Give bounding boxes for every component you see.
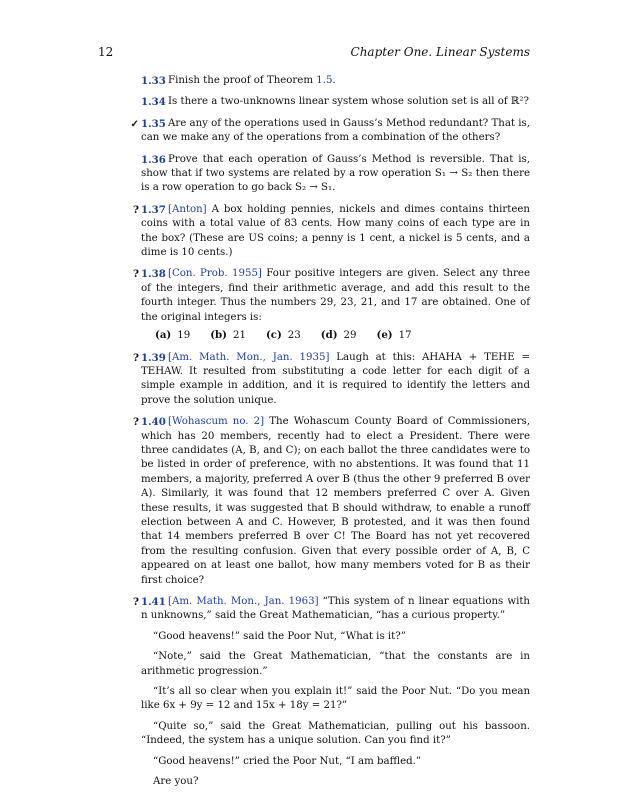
problem-1-34 bbox=[98, 95, 530, 109]
checkmark-icon: ✓ bbox=[130, 117, 139, 130]
choice-item: (a) 19 bbox=[155, 329, 191, 342]
problem-list bbox=[98, 74, 530, 796]
source-link[interactable]: [Con. Prob. 1955] bbox=[168, 268, 262, 280]
dialogue-paragraph: Are you? bbox=[153, 776, 199, 788]
choice-item: (d) 29 bbox=[320, 329, 357, 342]
problem-1-40 bbox=[98, 415, 530, 588]
problem-text: A box holding pennies, nickels and dimes contains thirteen coins with a total value of 83 cents. How many coins of each type are in the box? (These are US coins; a penny is 1 cent, a nickel is 5 cents, and a dime is 10 cents.) bbox=[141, 203, 530, 259]
dialogue-paragraph: “It’s all so clear when you explain it!” said the Poor Nut. “Do you mean like 6x + 9y = 12 and 15x + 18y = 21?” bbox=[141, 686, 530, 712]
choice-item: (b) 21 bbox=[210, 329, 246, 342]
problem-1-35 bbox=[98, 117, 530, 146]
problem-1-36 bbox=[98, 153, 530, 196]
problem-1-37 bbox=[98, 203, 530, 261]
problem-number: 1.41 bbox=[141, 596, 166, 608]
dialogue-paragraph: “Good heavens!” cried the Poor Nut, “I am baffled.” bbox=[153, 755, 422, 767]
problem-number: 1.39 bbox=[141, 351, 166, 364]
choice-item: (e) 17 bbox=[376, 329, 412, 342]
source-link[interactable]: [Am. Math. Mon., Jan. 1935] bbox=[168, 351, 330, 363]
source-link[interactable]: [Am. Math. Mon., Jan. 1963] bbox=[168, 596, 319, 607]
problem-number: 1.36 bbox=[141, 153, 166, 166]
problem-text: Laugh at this: AHAHA + TEHE = TEHAW. It resulted from substituting a code letter for each digit of a simple example in addition, and it is required to identify the letters and prove the solution unique. bbox=[141, 351, 531, 406]
problem-1-41 bbox=[98, 595, 530, 789]
problem-text: Four positive integers are given. Select any three of the integers, find their arithmetic average, and add this result to the fourth integer. Thus the numbers 29, 23, 21, and 17 are obtained. One of the original integers is: bbox=[141, 268, 530, 323]
problem-number: 1.37 bbox=[141, 203, 166, 216]
problem-number: 1.35 bbox=[141, 117, 166, 130]
chapter-title: Chapter One. Linear Systems bbox=[350, 45, 530, 59]
problem-1-38 bbox=[98, 267, 530, 343]
answer-choices bbox=[155, 328, 530, 343]
problem-text: The Wohascum County Board of Commissioners, which has 20 members, recently had to elect a President. There were three candidates (A, B, and C); on each ballot the three candidates were to be listed in order of preference, with no abstentions. It was found that 11 members, a majority, preferred A over B (thus the other 9 preferred B over A). Similarly, it was found that 12 members preferred C over A. Given these results, it was suggested that B should withdraw, to enable a runoff election between A and C. However, B protested, and it was then found that 14 members preferred B over C! The Board has not yet recovered from the resulting confusion. Given that every possible order of A, B, C appeared on at least one ballot, how many members voted for B as their first choice? bbox=[141, 416, 530, 586]
question-mark-icon: ? bbox=[133, 203, 139, 216]
dialogue-paragraph: “Note,” said the Great Mathematician, “that the constants are in arithmetic progression.” bbox=[141, 651, 530, 677]
problem-1-33 bbox=[98, 74, 530, 88]
problem-number: 1.34 bbox=[141, 96, 166, 109]
problem-text-tail: . bbox=[332, 75, 336, 86]
problem-number: 1.38 bbox=[141, 268, 166, 281]
theorem-link[interactable]: 1.5 bbox=[316, 75, 333, 86]
dialogue-paragraph: “Good heavens!” said the Poor Nut, “What is it?” bbox=[153, 630, 406, 642]
choice-item: (c) 23 bbox=[265, 329, 301, 342]
page-header bbox=[98, 45, 530, 59]
source-link[interactable]: [Anton] bbox=[168, 203, 207, 215]
page-number: 12 bbox=[98, 45, 114, 59]
problem-text: Finish the proof of Theorem bbox=[168, 75, 317, 86]
question-mark-icon: ? bbox=[133, 268, 139, 281]
question-mark-icon: ? bbox=[133, 596, 139, 608]
problem-number: 1.40 bbox=[141, 416, 166, 429]
problem-1-39 bbox=[98, 351, 530, 409]
problem-number: 1.33 bbox=[141, 75, 166, 87]
source-link[interactable]: [Wohascum no. 2] bbox=[168, 416, 265, 428]
question-mark-icon: ? bbox=[133, 416, 139, 429]
dialogue-paragraph: “Quite so,” said the Great Mathematician, pulling out his bassoon. “Indeed, the system has a unique solution. Can you find it?” bbox=[141, 720, 530, 747]
problem-text: Prove that each operation of Gauss’s Method is reversible. That is, show that if two systems are related by a row operation S₁ → S₂ then there is a row operation to go back S₂ → S₁. bbox=[141, 153, 530, 194]
problem-text: Is there a two-unknowns linear system whose solution set is all of ℝ²? bbox=[168, 96, 529, 108]
problem-text: Are any of the operations used in Gauss’s Method redundant? That is, can we make any of the operations from a combination of the others? bbox=[141, 117, 530, 144]
problem-text: “This system of n linear equations with n unknowns,” said the Great Mathematician, “has a curious property.” bbox=[141, 596, 530, 622]
question-mark-icon: ? bbox=[133, 351, 139, 364]
